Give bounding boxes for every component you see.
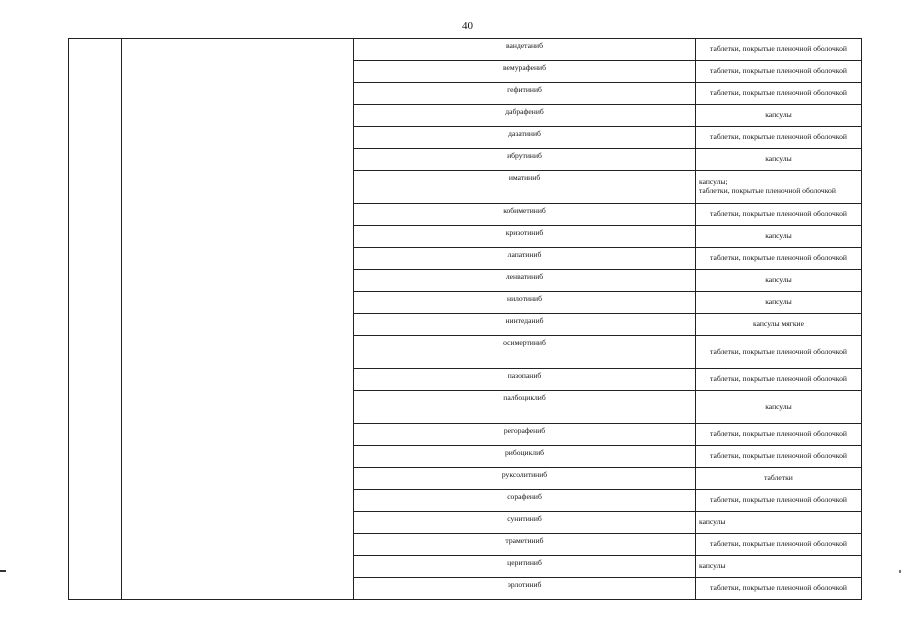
dosage-form-text: таблетки, покрытые пленочной оболочкой [710,495,847,505]
drug-name-cell: ибрутиниб [354,149,696,171]
drug-name-cell: нинтеданиб [354,314,696,336]
table-row [69,39,862,61]
scan-edge-mark-right [899,570,901,573]
dosage-form-cell [696,292,862,314]
dosage-form-text: капсулы [765,297,792,307]
drug-name-cell: гефитиниб [354,83,696,105]
dosage-form-cell [696,391,862,424]
drug-name-cell: рибоциклиб [354,446,696,468]
dosage-form-text: таблетки, покрытые пленочной оболочкой [710,346,847,356]
dosage-form-cell [696,578,862,600]
dosage-form-cell [696,61,862,83]
dosage-form-cell [696,39,862,61]
drug-name-cell: эрлотиниб [354,578,696,600]
drug-name-cell: вемурафениб [354,61,696,83]
dosage-form-cell [696,512,862,534]
dosage-form-text: таблетки, покрытые пленочной оболочкой [710,451,847,461]
dosage-form-text: таблетки, покрытые пленочной оболочкой [710,583,847,593]
dosage-form-cell [696,171,862,204]
drug-name-cell: кобиметиниб [354,204,696,226]
dosage-form-text: капсулы [765,401,792,411]
drug-name-cell: дазатиниб [354,127,696,149]
drug-name-cell: регорафениб [354,424,696,446]
dosage-form-cell [696,83,862,105]
dosage-form-cell [696,204,862,226]
page-number: 40 [462,20,473,32]
dosage-form-cell [696,446,862,468]
dosage-form-text: таблетки, покрытые пленочной оболочкой [710,66,847,76]
dosage-form-text: капсулы [765,154,792,164]
drug-name-cell: руксолитиниб [354,468,696,490]
dosage-form-text: таблетки, покрытые пленочной оболочкой [710,374,847,384]
dosage-form-text: таблетки, покрытые пленочной оболочкой [710,44,847,54]
dosage-form-text: таблетки, покрытые пленочной оболочкой [710,253,847,263]
dosage-form-text: капсулы [765,231,792,241]
dosage-form-cell [696,127,862,149]
dosage-form-cell [696,248,862,270]
dosage-form-text: капсулы [699,517,726,527]
drug-name-cell: ленватиниб [354,270,696,292]
drug-name-cell: дабрафениб [354,105,696,127]
dosage-form-text: таблетки, покрытые пленочной оболочкой [710,539,847,549]
dosage-form-text: таблетки, покрытые пленочной оболочкой [710,88,847,98]
drug-table-body [69,39,862,600]
dosage-form-cell [696,534,862,556]
dosage-form-cell [696,490,862,512]
dosage-form-text: таблетки [764,473,793,483]
drug-name-cell: иматиниб [354,171,696,204]
dosage-form-cell [696,556,862,578]
dosage-form-cell [696,105,862,127]
drug-name-cell: кризотиниб [354,226,696,248]
drug-name-cell: вандетаниб [354,39,696,61]
dosage-form-cell [696,226,862,248]
group-name-cell [122,39,354,600]
drug-name-cell: лапатиниб [354,248,696,270]
group-code-cell [69,39,122,600]
dosage-form-text: таблетки, покрытые пленочной оболочкой [699,186,836,195]
dosage-form-cell [696,314,862,336]
dosage-form-cell [696,468,862,490]
dosage-form-text: капсулы [765,275,792,285]
drug-name-cell: пазопаниб [354,369,696,391]
dosage-form-text: таблетки, покрытые пленочной оболочкой [710,429,847,439]
drug-name-cell: сорафениб [354,490,696,512]
dosage-form-text: таблетки, покрытые пленочной оболочкой [710,209,847,219]
drug-table [68,38,862,600]
dosage-form-cell [696,336,862,369]
drug-name-cell: осимертиниб [354,336,696,369]
dosage-form-text: таблетки, покрытые пленочной оболочкой [710,132,847,142]
dosage-form-cell [696,270,862,292]
dosage-form-text: капсулы [765,110,792,120]
drug-name-cell: церитиниб [354,556,696,578]
drug-name-cell: траметиниб [354,534,696,556]
dosage-form-text: капсулы; [699,177,728,187]
dosage-form-cell [696,424,862,446]
drug-name-cell: нилотиниб [354,292,696,314]
dosage-form-cell [696,369,862,391]
dosage-form-text: капсулы мягкие [753,319,804,329]
dosage-form-text: капсулы [699,561,726,571]
drug-name-cell: сунитиниб [354,512,696,534]
scan-edge-mark-left [0,570,6,572]
dosage-form-cell [696,149,862,171]
drug-name-cell: палбоциклиб [354,391,696,424]
